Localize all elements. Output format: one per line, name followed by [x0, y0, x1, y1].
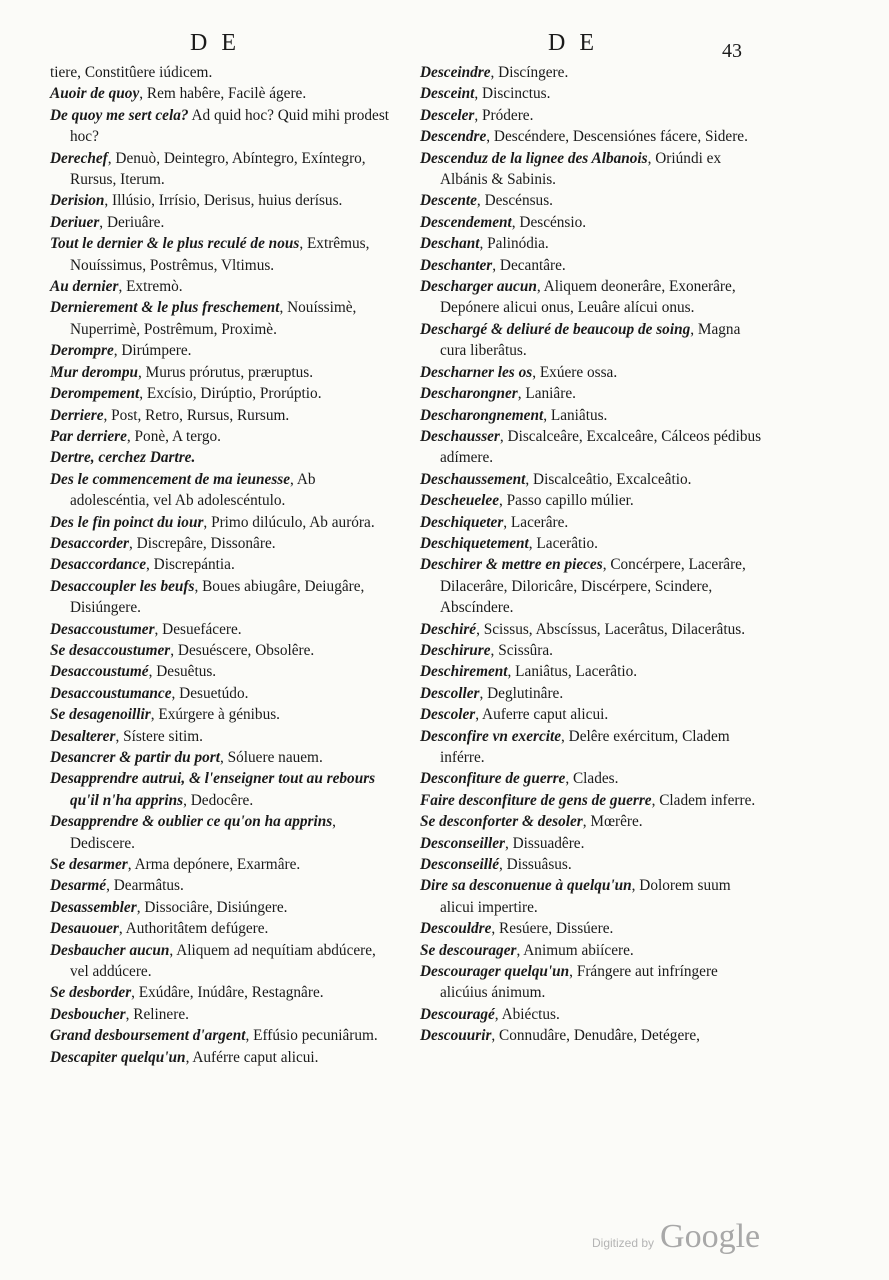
dictionary-entry	[50, 105, 390, 148]
dictionary-entry	[50, 918, 390, 939]
entry-translation: , Resúere, Dissúere.	[491, 920, 614, 938]
entry-translation: , Decantâre.	[492, 256, 566, 274]
entry-headword: Au dernier	[50, 278, 119, 296]
entry-headword: Tout le dernier & le plus reculé de nous	[50, 235, 300, 253]
right-column	[420, 62, 765, 1047]
dictionary-entry	[420, 512, 765, 533]
entry-headword: Desconfiture de guerre	[420, 770, 566, 788]
dictionary-entry	[420, 1025, 765, 1046]
entry-headword: Desceler	[420, 106, 475, 124]
entry-translation: , Concérpere, Lacerâre, Dilacerâre, Diloricâre, Discérpere, Scindere, Abscíndere.	[440, 556, 746, 617]
entry-headword: Deschanter	[420, 256, 493, 274]
entry-translation: , Relinere.	[125, 1005, 189, 1023]
entry-translation: , Discalceâtio, Excalceâtio.	[525, 470, 692, 488]
dictionary-entry	[420, 276, 765, 319]
dictionary-entry	[420, 105, 765, 126]
entry-headword: Se desagenoillir	[50, 706, 151, 724]
entry-headword: Desconfire vn exercite	[420, 727, 562, 745]
entry-headword: Descourager quelqu'un	[420, 963, 570, 981]
digitized-watermark	[592, 1218, 760, 1256]
entry-translation: , Abiéctus.	[494, 1005, 560, 1023]
entry-headword: Derision	[50, 192, 105, 210]
entry-headword: Desceint	[420, 85, 475, 103]
entry-translation: , Exúrgere à génibus.	[150, 706, 280, 724]
entry-translation: , Deglutinâre.	[479, 684, 564, 702]
dictionary-entry	[50, 233, 390, 276]
entry-translation: , Rem habêre, Facilè ágere.	[139, 85, 307, 103]
dictionary-entry	[420, 383, 765, 404]
dictionary-entry	[50, 683, 390, 704]
entry-headword: Auoir de quoy	[50, 85, 140, 103]
dictionary-entry	[50, 747, 390, 768]
entry-headword: Dertre, cerchez Dartre.	[50, 449, 196, 467]
entry-headword: Descharger aucun	[420, 278, 537, 296]
dictionary-entry	[420, 426, 765, 469]
entry-headword: Desapprendre & oublier ce qu'on ha apprins	[50, 813, 333, 831]
dictionary-entry	[420, 62, 765, 83]
entry-headword: Desauouer	[50, 920, 119, 938]
entry-translation: , Authoritâtem defúgere.	[118, 920, 269, 938]
entry-translation: , Connudâre, Denudâre, Detégere,	[491, 1027, 700, 1045]
entry-translation: , Boues abiugâre, Deiugâre, Disiúngere.	[70, 577, 365, 617]
entry-headword: Descendement	[420, 213, 512, 231]
dictionary-entry	[420, 619, 765, 640]
entry-headword: Derriere	[50, 406, 104, 424]
entry-headword: Deschant	[420, 235, 480, 253]
entry-translation: , Ponè, A tergo.	[126, 427, 221, 445]
dictionary-entry	[50, 704, 390, 725]
entry-headword: Descheuelee	[420, 492, 500, 510]
dictionary-entry	[50, 469, 390, 512]
dictionary-entry	[420, 918, 765, 939]
entry-headword: Desaccordance	[50, 556, 147, 574]
dictionary-entry	[50, 426, 390, 447]
entry-headword: Desaccoustumé	[50, 663, 149, 681]
entry-translation: , Discíngere.	[490, 64, 569, 81]
entry-headword: Deschausser	[420, 427, 500, 445]
entry-translation: , Discinctus.	[474, 85, 551, 103]
entry-translation: , Oriúndi ex Albánis & Sabinis.	[440, 149, 722, 189]
dictionary-entry	[420, 405, 765, 426]
dictionary-entry	[50, 340, 390, 361]
entry-headword: Descenduz de la lignee des Albanois	[420, 149, 648, 167]
dictionary-entry	[420, 233, 765, 254]
entry-headword: Descoler	[420, 706, 476, 724]
entry-translation: , Illúsio, Irrísio, Derisus, huius derísus.	[104, 192, 343, 210]
dictionary-entry	[420, 319, 765, 362]
running-head-right: D E	[548, 30, 598, 56]
dictionary-entry	[420, 148, 765, 191]
entry-translation: , Sóluere nauem.	[219, 749, 323, 766]
entry-headword: Deschaussement	[420, 470, 526, 488]
dictionary-entry	[420, 190, 765, 211]
dictionary-entry	[50, 62, 390, 83]
entry-translation: , Aliquem ad nequítiam abdúcere, vel addúcere.	[70, 941, 376, 981]
dictionary-entry	[420, 854, 765, 875]
entry-translation: , Discrepâre, Dissonâre.	[129, 534, 276, 552]
entry-translation: , Desuéscere, Obsolêre.	[170, 641, 315, 659]
entry-translation: , Discalceâre, Excalceâre, Cálceos pédibus adímere.	[440, 427, 762, 467]
entry-headword: Descouurir	[420, 1027, 492, 1045]
running-head-left: D E	[190, 30, 240, 56]
entry-headword: Des le fin poinct du iour	[50, 513, 204, 531]
entry-headword: Faire desconfiture de gens de guerre	[420, 791, 652, 809]
entry-headword: Descendre	[420, 128, 487, 146]
entry-translation: , Lacerâtio.	[528, 534, 598, 552]
entry-translation: , Desuêtus.	[148, 663, 217, 681]
entry-translation: , Laniâre.	[517, 385, 576, 403]
dictionary-entry	[50, 512, 390, 533]
entry-headword: Se descourager	[420, 941, 517, 959]
dictionary-entry	[420, 533, 765, 554]
dictionary-entry	[50, 362, 390, 383]
entry-headword: Descente	[420, 192, 477, 210]
entry-headword: Descharner les os	[420, 363, 533, 381]
dictionary-entry	[50, 854, 390, 875]
entry-translation: , Nouíssimè, Nuperrimè, Postrêmum, Proximè.	[70, 299, 357, 338]
entry-headword: Descouragé	[420, 1005, 495, 1023]
entry-translation: , Discrepántia.	[146, 556, 235, 574]
entry-headword: Deschirer & mettre en pieces	[420, 556, 603, 574]
dictionary-entry	[420, 362, 765, 383]
entry-headword: Dernierement & le plus freschement	[50, 299, 280, 317]
entry-headword: Descoller	[420, 684, 480, 702]
entry-translation: , Dirúmpere.	[113, 342, 192, 360]
dictionary-entry	[420, 255, 765, 276]
entry-headword: Deschirement	[420, 663, 508, 681]
entry-translation: , Sístere sitim.	[115, 727, 203, 745]
entry-headword: Deriuer	[50, 213, 100, 231]
page-number: 43	[722, 40, 742, 62]
dictionary-entry	[420, 790, 765, 811]
entry-headword: Descharongnement	[420, 406, 544, 424]
entry-headword: Desalterer	[50, 727, 116, 745]
dictionary-entry	[420, 469, 765, 490]
dictionary-entry	[50, 897, 390, 918]
dictionary-entry	[50, 148, 390, 191]
dictionary-entry	[50, 212, 390, 233]
entry-translation: , Descénsus.	[476, 192, 553, 210]
entry-translation: , Dissuadêre.	[504, 834, 585, 852]
dictionary-entry	[50, 83, 390, 104]
entry-headword: Derompement	[50, 385, 140, 403]
entry-translation: , Auférre caput alicui.	[185, 1048, 319, 1066]
entry-headword: Par derriere	[50, 427, 127, 445]
entry-headword: Desarmé	[50, 877, 107, 895]
entry-translation: , Dediscere.	[70, 813, 336, 852]
dictionary-entry	[420, 661, 765, 682]
dictionary-entry	[420, 726, 765, 769]
entry-headword: Se desarmer	[50, 856, 128, 874]
entry-headword: Se desaccoustumer	[50, 641, 171, 659]
entry-translation: , Primo dilúculo, Ab auróra.	[203, 513, 375, 531]
entry-headword: Desaccoupler les beufs	[50, 577, 195, 595]
entry-translation: , Descénsio.	[511, 213, 587, 231]
dictionary-entry	[50, 982, 390, 1003]
entry-headword: Des le commencement de ma ieunesse	[50, 470, 291, 488]
dictionary-entry	[420, 640, 765, 661]
entry-translation: , Animum abiícere.	[516, 941, 634, 959]
watermark-caption: Digitized by	[592, 1236, 655, 1250]
entry-translation: , Magna cura liberâtus.	[440, 320, 741, 360]
dictionary-entry	[50, 726, 390, 747]
entry-headword: Descharongner	[420, 385, 518, 403]
entry-translation: , Delêre exércitum, Cladem inférre.	[440, 727, 730, 766]
entry-translation: , Scissus, Abscíssus, Lacerâtus, Dilacerâtus.	[476, 620, 746, 638]
entry-headword: Desassembler	[50, 898, 137, 916]
dictionary-entry	[50, 533, 390, 554]
entry-translation: , Palinódia.	[479, 235, 549, 253]
entry-headword: Deschargé & deliuré de beaucoup de soing	[420, 320, 691, 338]
entry-translation: , Extrêmus, Nouíssimus, Postrêmus, Vltimus.	[70, 235, 370, 274]
entry-translation: , Exúdâre, Inúdâre, Restagnâre.	[131, 984, 324, 1002]
dictionary-entry	[420, 961, 765, 1004]
entry-translation: , Mœrêre.	[582, 813, 643, 831]
dictionary-entry	[50, 576, 390, 619]
entry-translation: , Laniâtus, Lacerâtio.	[507, 663, 638, 681]
entry-translation: , Dearmâtus.	[106, 877, 184, 895]
entry-headword: Desapprendre autrui, & l'enseigner tout au rebours qu'il n'ha apprins	[50, 770, 376, 809]
dictionary-entry	[50, 768, 390, 811]
dictionary-entry	[420, 83, 765, 104]
entry-translation: , Extremò.	[118, 278, 183, 296]
entry-headword: Deschiré	[420, 620, 477, 638]
entry-headword: Desaccorder	[50, 534, 130, 552]
entry-headword: Desaccoustumance	[50, 684, 172, 702]
dictionary-entry	[420, 683, 765, 704]
entry-headword: Se desconforter & desoler	[420, 813, 583, 831]
entry-headword: Derompre	[50, 342, 114, 360]
dictionary-entry	[50, 940, 390, 983]
entry-translation: , Deriuâre.	[99, 213, 165, 231]
dictionary-entry	[420, 126, 765, 147]
entry-translation: , Ab adolescéntia, vel Ab adolescéntulo.	[70, 470, 316, 510]
entry-headword: Dire sa desconuenue à quelqu'un	[420, 877, 632, 895]
entry-translation: , Cladem inferre.	[651, 791, 756, 809]
entry-headword: De quoy me sert cela?	[50, 106, 189, 124]
entry-translation: , Arma depónere, Exarmâre.	[127, 856, 301, 874]
entry-headword: Mur derompu	[50, 363, 138, 381]
dictionary-entry	[420, 833, 765, 854]
entry-headword: Deschirure	[420, 641, 491, 659]
entry-translation: , Scissûra.	[490, 641, 554, 659]
dictionary-entry	[420, 554, 765, 618]
entry-translation: , Desuetúdo.	[171, 684, 249, 702]
entry-headword: Deschiqueter	[420, 513, 504, 531]
dictionary-entry	[50, 640, 390, 661]
dictionary-entry	[420, 940, 765, 961]
entry-translation: , Desuefácere.	[154, 620, 242, 638]
entry-translation: tiere, Constitûere iúdicem.	[50, 64, 213, 81]
entry-translation: , Aliquem deonerâre, Exonerâre, Depónere alicui onus, Leuâre alícui onus.	[440, 278, 736, 317]
entry-headword: Desconseillé	[420, 856, 500, 874]
entry-translation: , Dissuâsus.	[499, 856, 572, 874]
dictionary-entry	[420, 768, 765, 789]
dictionary-entry	[420, 212, 765, 233]
entry-translation: , Dedocêre.	[183, 791, 254, 809]
entry-translation: , Pródere.	[474, 106, 534, 124]
entry-translation: , Exúere ossa.	[532, 363, 618, 381]
entry-headword: Desboucher	[50, 1005, 126, 1023]
dictionary-entry	[420, 490, 765, 511]
dictionary-entry	[420, 704, 765, 725]
entry-translation: , Descéndere, Descensiónes fácere, Sidere.	[486, 128, 748, 146]
entry-translation: , Denuò, Deintegro, Abíntegro, Exíntegro, Rursus, Iterum.	[70, 149, 366, 189]
entry-translation: , Dissociâre, Disiúngere.	[136, 898, 288, 916]
entry-translation: , Murus prórutus, præruptus.	[137, 363, 314, 381]
entry-translation: , Excísio, Dirúptio, Prorúptio.	[139, 385, 322, 403]
entry-translation: , Effúsio pecuniârum.	[245, 1027, 378, 1045]
dictionary-entry	[420, 811, 765, 832]
dictionary-entry	[420, 1004, 765, 1025]
entry-headword: Desconseiller	[420, 834, 505, 852]
dictionary-entry	[50, 297, 390, 340]
entry-headword: Descapiter quelqu'un	[50, 1048, 186, 1066]
dictionary-entry	[50, 875, 390, 896]
dictionary-entry	[50, 405, 390, 426]
dictionary-entry	[50, 1004, 390, 1025]
entry-headword: Deschiquetement	[420, 534, 529, 552]
dictionary-entry	[420, 875, 765, 918]
left-column	[50, 62, 390, 1068]
dictionary-entry	[50, 554, 390, 575]
dictionary-entry	[50, 811, 390, 854]
entry-headword: Descouldre	[420, 920, 492, 938]
dictionary-entry	[50, 447, 390, 468]
entry-headword: Desceindre	[420, 64, 491, 81]
entry-translation: , Laniâtus.	[543, 406, 608, 424]
dictionary-entry	[50, 1047, 390, 1068]
google-logo: Google	[660, 1218, 761, 1255]
entry-headword: Grand desboursement d'argent	[50, 1027, 246, 1045]
entry-translation: , Frángere aut infríngere alicúius ánimum.	[440, 963, 718, 1002]
entry-translation: Ad quid hoc? Quid mihi prodest hoc?	[70, 106, 390, 146]
entry-headword: Se desborder	[50, 984, 132, 1002]
entry-translation: , Clades.	[565, 770, 619, 788]
dictionary-entry	[50, 661, 390, 682]
dictionary-entry	[50, 383, 390, 404]
entry-headword: Desbaucher aucun	[50, 941, 170, 959]
dictionary-entry	[50, 1025, 390, 1046]
dictionary-entry	[50, 619, 390, 640]
dictionary-entry	[50, 190, 390, 211]
dictionary-entry	[50, 276, 390, 297]
entry-translation: , Auferre caput alicui.	[475, 706, 609, 724]
entry-translation: , Dolorem suum alicui impertire.	[440, 877, 731, 916]
entry-translation: , Passo capillo múlier.	[499, 492, 634, 510]
entry-translation: , Lacerâre.	[503, 513, 569, 531]
entry-headword: Desancrer & partir du port	[50, 749, 220, 766]
entry-headword: Desaccoustumer	[50, 620, 155, 638]
entry-headword: Derechef	[50, 149, 108, 167]
entry-translation: , Post, Retro, Rursus, Rursum.	[103, 406, 290, 424]
